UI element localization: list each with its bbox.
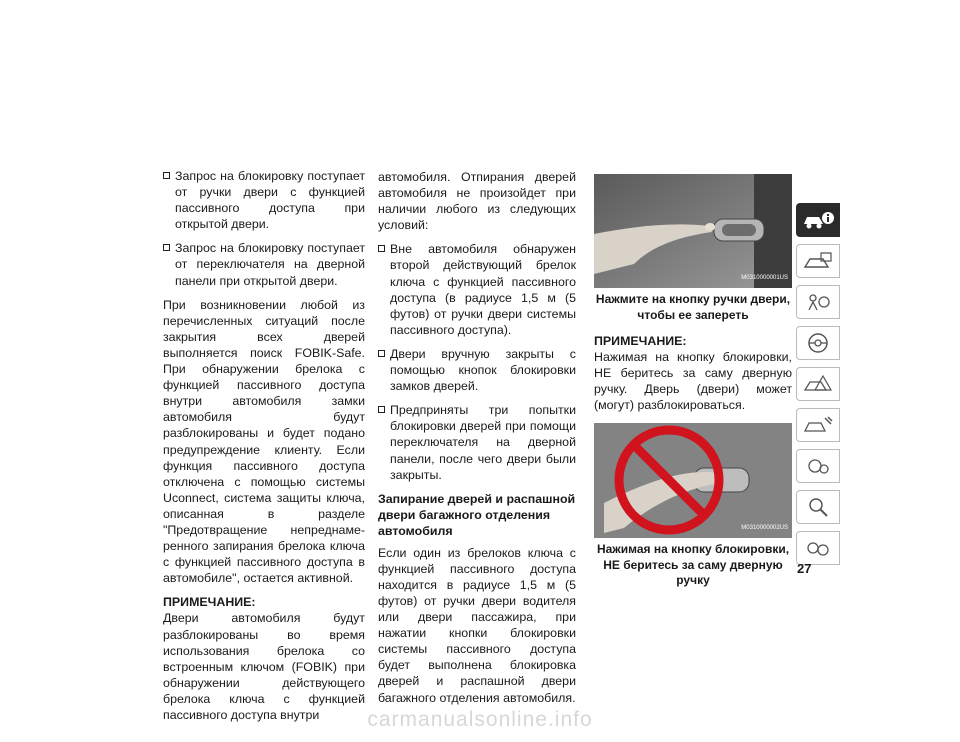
tab-emergency[interactable]: [796, 367, 840, 401]
body-paragraph: Если один из брелоков ключа с функцией пассивного доступа находится в радиусе 1,5 м (5 футов) от ручки двери водителя или двери пассажира, при нажатии кнопки блокировки системы пассивного доступа будет выполнена блокировка дверей и распашной двери багажного отделения автомобиля.: [378, 545, 576, 705]
bullet-box-icon: [378, 406, 385, 413]
search-index-icon: [801, 495, 835, 519]
list-item: Запрос на блокировку поступает от переключателя на дверной панели при открытой двери.: [163, 240, 365, 288]
car-info-icon: [801, 208, 835, 232]
bullet-box-icon: [378, 350, 385, 357]
page-number: 27: [797, 561, 812, 576]
emergency-icon: [801, 372, 835, 396]
note-title: ПРИМЕЧАНИЕ:: [163, 595, 256, 610]
bullet-box-icon: [163, 172, 170, 179]
body-paragraph: автомобиля. Отпирания дверей автомобиля не произойдет при наличии любого из следующих условий:: [378, 170, 576, 233]
service-icon: [801, 413, 835, 437]
language-icon: [801, 536, 835, 560]
prohibited-action-photo: [594, 423, 792, 538]
bullet-box-icon: [378, 245, 385, 252]
door-handle-photo: [594, 174, 792, 288]
tab-steering[interactable]: [796, 326, 840, 360]
tab-specifications[interactable]: [796, 449, 840, 483]
list-item: Двери вручную закрыты с помощью кнопок блокировки замков дверей.: [378, 346, 576, 394]
column-left: [163, 168, 365, 731]
chapter-tabs: [796, 203, 842, 572]
list-item: Вне автомобиля обнаружен второй действующий брелок ключа с функцией пассивного доступа (в радиусе 1,5 м (5 футов) от ручки двери системы пассивного доступа).: [378, 241, 576, 338]
tab-airbag[interactable]: [796, 285, 840, 319]
list-item: Запрос на блокировку поступает от ручки двери с функцией пассивного доступа при открытой двери.: [163, 168, 365, 232]
tab-service[interactable]: [796, 408, 840, 442]
tab-warning-lights[interactable]: [796, 244, 840, 278]
figure-caption: Нажимая на кнопку блокировки, НЕ беритесь за саму дверную ручку: [596, 542, 790, 588]
warning-lights-icon: [801, 249, 835, 273]
image-code: M0310000001US: [741, 274, 788, 281]
section-heading: Запирание дверей и распашной двери багажного отделения автомобиля: [378, 491, 576, 538]
specifications-icon: [801, 454, 835, 478]
tab-car-info[interactable]: [796, 203, 840, 237]
steering-wheel-icon: [801, 331, 835, 355]
image-code: M0310000002US: [741, 525, 788, 532]
note-text: Двери автомобиля будут разблокированы во время использования брелока со встроенным ключом (FOBIK) при обнаружении действующего брелока ключа с функцией пассивного доступа внутри: [163, 611, 365, 722]
note-text: Нажимая на кнопку блокировки, НЕ беритесь за саму дверную ручку. Дверь (двери) может (могут) разблокироваться.: [594, 350, 792, 413]
note-title: ПРИМЕЧАНИЕ:: [594, 334, 687, 348]
tab-language[interactable]: [796, 531, 840, 565]
figure-caption: Нажмите на кнопку ручки двери, чтобы ее запереть: [595, 292, 791, 322]
list-item: Предприняты три попытки блокировки дверей при помощи переключателя на дверной панели, после чего двери были закрыты.: [378, 402, 576, 482]
tab-search-index[interactable]: [796, 490, 840, 524]
watermark: carmanualsonline.info: [367, 708, 593, 731]
column-right: [594, 174, 792, 599]
bullet-box-icon: [163, 244, 170, 251]
column-middle: [378, 169, 576, 714]
airbag-icon: [801, 290, 835, 314]
body-paragraph: При возникновении любой из перечисленных ситуаций после закрытия всех дверей выполняется поиск FOBIK-Safe. При обнаружении брелока с функцией пассивного доступа внутри автомобиля замки автомобиля будут разблокированы и будет подано предупреждение клиенту. Если функция пассивного доступа отключена с помощью системы Uconnect, система защиты ключа, описанная в разделе "Предотвращение непреднамеренного запирания брелока ключа с функцией пассивного доступа в автомобиле", остается активной.: [163, 297, 365, 586]
